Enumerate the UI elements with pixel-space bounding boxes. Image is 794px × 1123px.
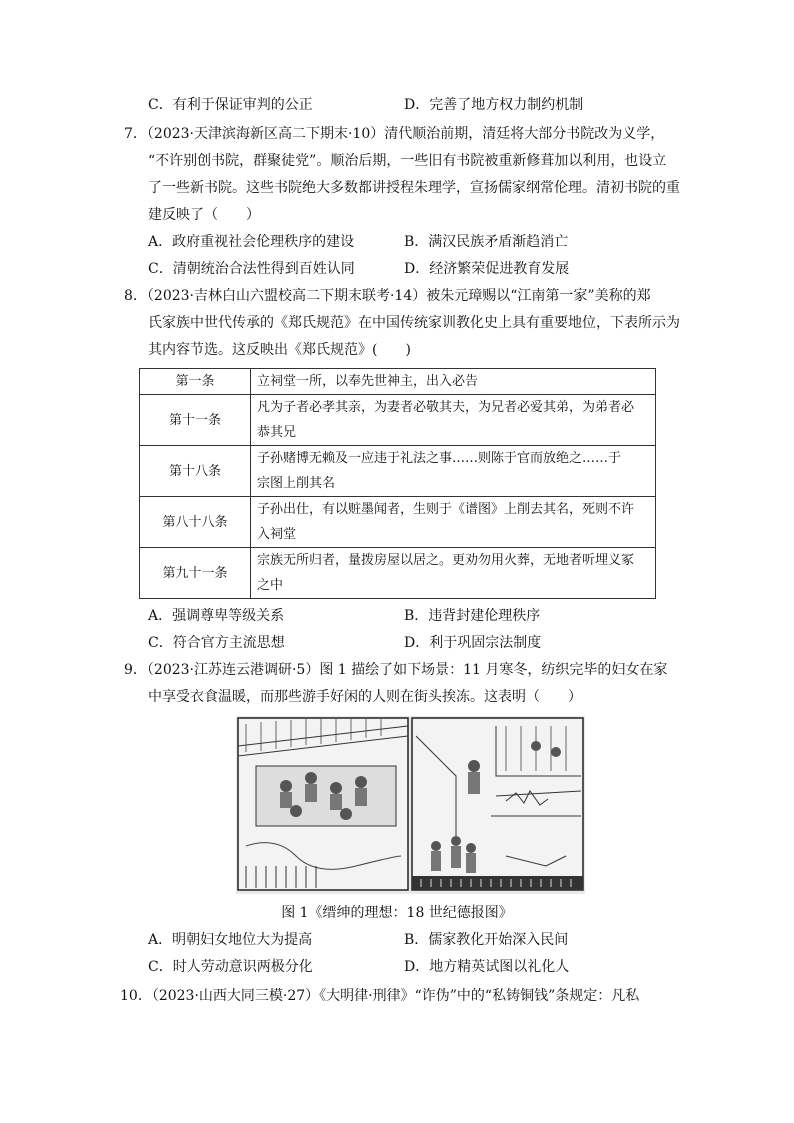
rule-text-line: 立祠堂一所，以奉先世神主，出入必告 bbox=[257, 374, 479, 389]
q8-stem-line-1: 8．（2023·吉林白山六盟校高二下期末联考·14）被朱元璋赐以“江南第一家”美称的郑 bbox=[124, 288, 651, 304]
q7-stem-line-3: 了一些新书院。这些书院绝大多数都讲授程朱理学，宣扬儒家纲常伦理。清初书院的重 bbox=[148, 180, 680, 196]
q7-stem-line-2: “不许别创书院，群聚徒党”。顺治后期，一些旧有书院被重新修葺加以利用，也设立 bbox=[148, 153, 667, 169]
q7-option-b: B．满汉民族矛盾渐趋消亡 bbox=[404, 234, 569, 250]
rule-number: 第九十一条 bbox=[140, 548, 251, 599]
rule-text-line: 入祠堂 bbox=[257, 527, 297, 542]
figure-caption: 图 1《缙绅的理想：18 世纪德报图》 bbox=[281, 905, 513, 921]
rule-text bbox=[251, 497, 656, 548]
rule-text bbox=[251, 395, 656, 446]
q9-stem-line-2: 中享受衣食温暖，而那些游手好闲的人则在街头挨冻。这表明（ ） bbox=[148, 689, 582, 705]
q9-option-b: B．儒家教化开始深入民间 bbox=[404, 932, 569, 948]
rule-text bbox=[251, 548, 656, 599]
rule-number: 第一条 bbox=[140, 369, 251, 395]
rule-number: 第十一条 bbox=[140, 395, 251, 446]
q9-stem-line-1: 9．（2023·江苏连云港调研·5）图 1 描绘了如下场景：11 月寒冬，纺织完毕的妇女在家 bbox=[124, 662, 668, 678]
table-row bbox=[140, 497, 656, 548]
q7-stem-line-1: 7．（2023·天津滨海新区高二下期末·10）清代顺治前期，清廷将大部分书院改为义学， bbox=[124, 126, 665, 142]
table-row bbox=[140, 548, 656, 599]
q8-stem-line-2: 氏家族中世代传承的《郑氏规范》在中国传统家训教化史上具有重要地位，下表所示为 bbox=[148, 315, 680, 331]
q6-option-c: C．有利于保证审判的公正 bbox=[148, 97, 313, 113]
rule-text-line: 子孙出仕，有以赃墨闻者，生则于《谱图》上削去其名，死则不许 bbox=[257, 502, 635, 517]
q9-option-a: A．明朝妇女地位大为提高 bbox=[148, 932, 313, 948]
q9-option-d: D．地方精英试图以礼化人 bbox=[404, 959, 570, 975]
rule-text-line: 宗图上削其名 bbox=[257, 476, 336, 491]
rule-text-line: 恭其兄 bbox=[257, 425, 297, 440]
rule-text-line: 之中 bbox=[257, 578, 284, 593]
rule-text bbox=[251, 369, 656, 395]
q7-option-a: A．政府重视社会伦理秩序的建设 bbox=[148, 234, 355, 250]
q8-option-a: A．强调尊卑等级关系 bbox=[148, 608, 285, 624]
q8-option-c: C．符合官方主流思想 bbox=[148, 635, 285, 651]
q8-option-d: D．利于巩固宗法制度 bbox=[404, 635, 542, 651]
rule-number: 第十八条 bbox=[140, 446, 251, 497]
table-row bbox=[140, 395, 656, 446]
q9-option-c: C．时人劳动意识两极分化 bbox=[148, 959, 313, 975]
q6-option-d: D．完善了地方权力制约机制 bbox=[404, 97, 584, 113]
rule-number: 第八十八条 bbox=[140, 497, 251, 548]
q7-stem-line-4: 建反映了（ ） bbox=[148, 207, 260, 223]
q7-option-d: D．经济繁荣促进教育发展 bbox=[404, 261, 570, 277]
table-row bbox=[140, 446, 656, 497]
q8-option-b: B．违背封建伦理秩序 bbox=[404, 608, 541, 624]
rule-text-line: 凡为子者必孝其亲，为妻者必敬其夫，为兄者必爱其弟，为弟者必 bbox=[257, 400, 635, 415]
zheng-rules-table bbox=[139, 368, 656, 599]
woodblock-print-illustration bbox=[236, 716, 585, 894]
rule-text-line: 宗族无所归者，量拨房屋以居之。更劝勿用火葬，无地者听埋义冢 bbox=[257, 553, 635, 568]
q7-option-c: C．清朝统治合法性得到百姓认同 bbox=[148, 261, 355, 277]
rule-text bbox=[251, 446, 656, 497]
q10-stem-line-1: 10．（2023·山西大同三模·27）《大明律·刑律》“诈伪”中的“私铸铜钱”条规定：凡私 bbox=[120, 988, 640, 1004]
rule-text-line: 子孙赌博无赖及一应违于礼法之事……则陈于官而放绝之……于 bbox=[257, 451, 622, 466]
q8-stem-line-3: 其内容节选。这反映出《郑氏规范》( ) bbox=[148, 342, 411, 358]
table-row bbox=[140, 369, 656, 395]
